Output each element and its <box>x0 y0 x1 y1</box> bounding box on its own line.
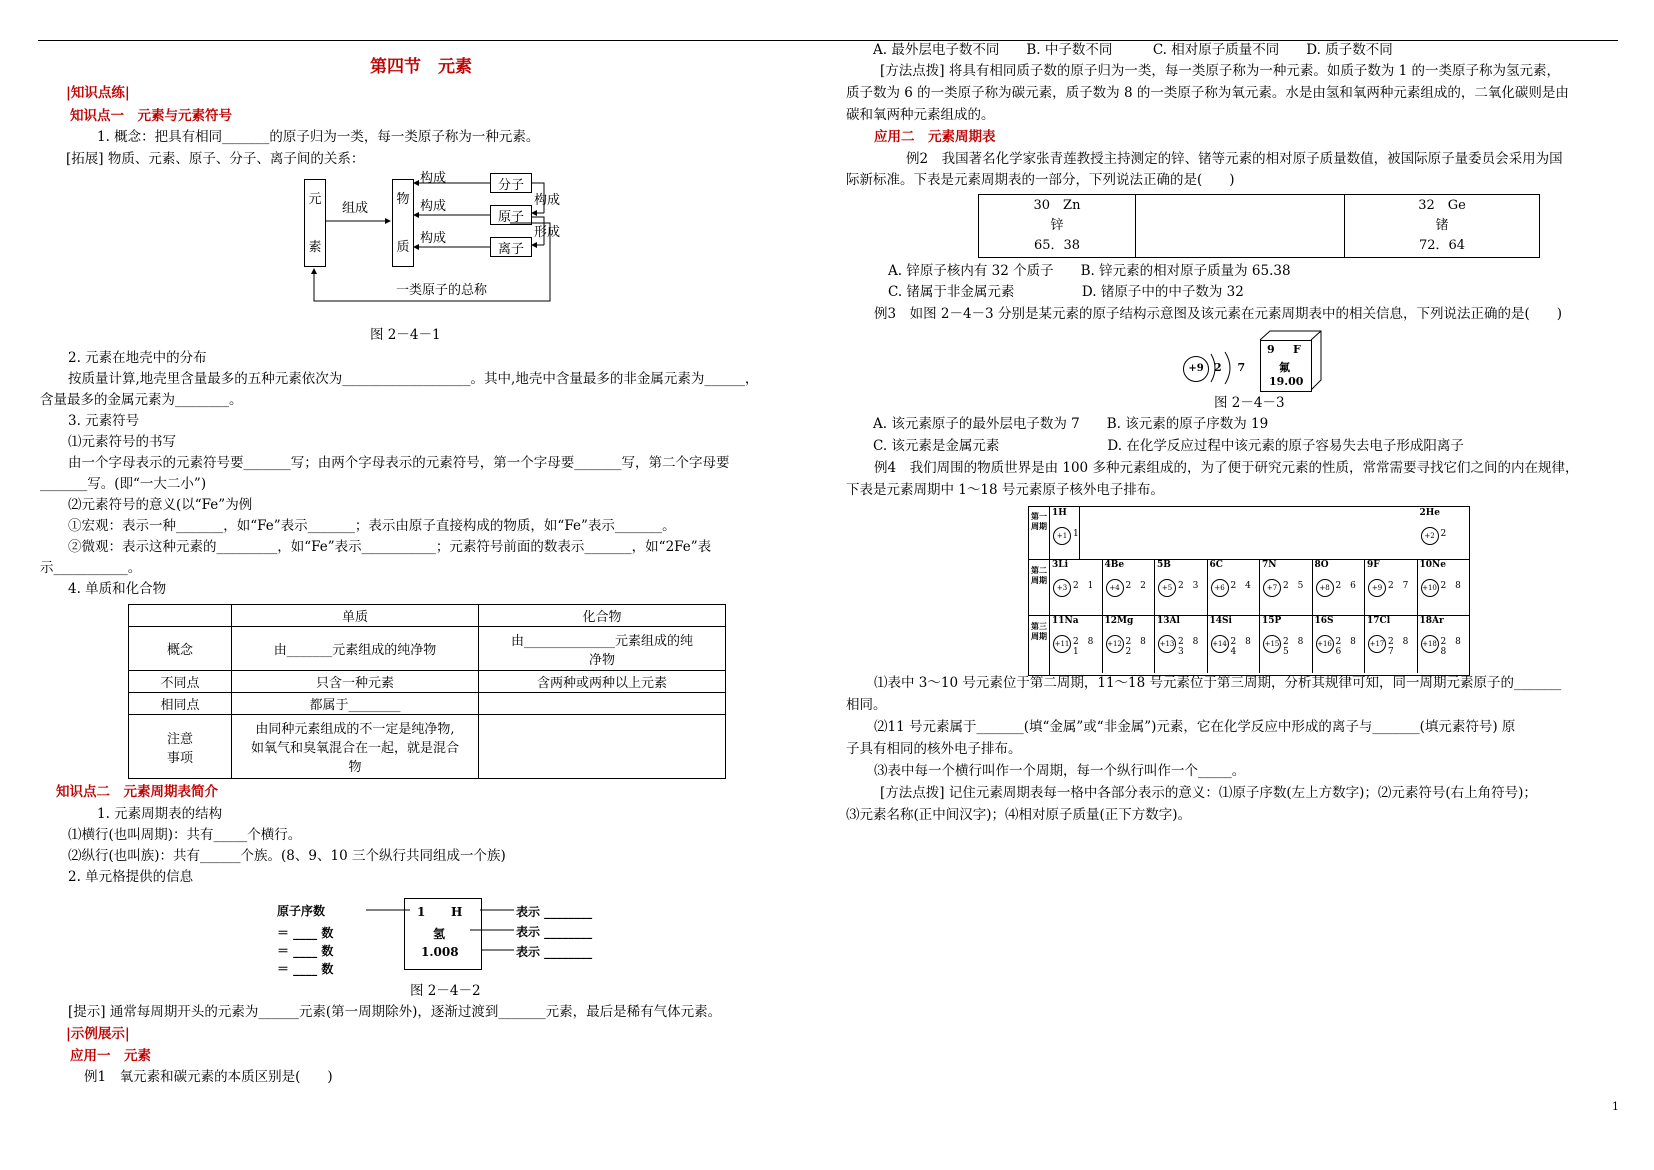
nucleus: +11 <box>1053 635 1071 653</box>
atomic-number: 1 <box>417 905 426 919</box>
electron-shells: 2 1 <box>1073 581 1097 591</box>
electron-shells: 2 8 1 <box>1073 637 1097 657</box>
table-header: 单质 <box>232 605 479 627</box>
element-cell <box>1154 615 1208 673</box>
nucleus: +15 <box>1263 635 1281 653</box>
row-label: 概念 <box>129 627 232 671</box>
cell-line: 注意 <box>166 731 193 747</box>
page-number: 1 <box>1612 1100 1619 1113</box>
element-cell <box>1417 559 1471 615</box>
label: 构成 <box>534 193 561 208</box>
label: 构成 <box>420 171 447 186</box>
element-symbol: 18Ar <box>1419 616 1444 626</box>
atomic-mass: 1.008 <box>421 945 459 959</box>
electron-shells: 2 8 8 <box>1440 637 1464 657</box>
cell-line: 锗 <box>1435 218 1449 233</box>
cell-line: 由同种元素组成的不一定是纯净物, <box>255 722 455 737</box>
element-symbol: F <box>1293 343 1301 356</box>
molecule-box: 分子 <box>490 173 532 193</box>
cell-line: 65．38 <box>1033 238 1081 253</box>
electron-shells: 2 8 2 <box>1125 637 1149 657</box>
element-symbol: 15P <box>1262 616 1282 626</box>
electron-shells: 2 8 5 <box>1283 637 1307 657</box>
element-cell <box>1102 559 1156 615</box>
app2-title: 应用二 元素周期表 <box>874 129 996 145</box>
nucleus: +18 <box>1421 635 1439 653</box>
nucleus: +9 <box>1368 579 1386 597</box>
electron-shells: 2 7 <box>1388 581 1412 591</box>
label: 表示 ________ <box>516 905 593 919</box>
element-name: 氟 <box>1279 361 1290 374</box>
element-cell <box>1259 615 1313 673</box>
text-line: 含量最多的金属元素为________。 <box>40 392 243 408</box>
label: 元 <box>308 192 322 207</box>
periodic-table <box>1028 506 1470 676</box>
text-line: ⑵纵行(也叫族)：共有______个族。(8、9、10 三个纵行共同组成一个族) <box>68 848 506 864</box>
relation-diagram <box>300 173 600 323</box>
cell-line: 30 Zn <box>1033 198 1081 213</box>
zn-ge-table <box>978 194 1540 258</box>
text-line: 2. 元素在地壳中的分布 <box>68 350 207 366</box>
element-symbol: 8O <box>1314 560 1329 570</box>
options-line: A. 锌原子核内有 32 个质子 B. 锌元素的相对原子质量为 65.38 <box>888 263 1291 279</box>
element-symbol: 11Na <box>1052 616 1079 626</box>
electron-shells: 2 8 3 <box>1178 637 1202 657</box>
label: 一类原子的总称 <box>396 283 488 298</box>
text-line: 质子数为 6 的一类原子称为碳元素，质子数为 8 的一类原子称为氧元素。水是由氢和氧两种元素组成的，二氧化碳则是由 <box>846 85 1569 101</box>
label: ＝ ____ 数 <box>277 944 334 958</box>
table-cell: 由_______元素组成的纯净物 <box>232 627 479 671</box>
nucleus: +16 <box>1316 635 1334 653</box>
kp2-title: 知识点二 元素周期表简介 <box>56 784 218 800</box>
cell-line: 32 Ge <box>1418 198 1466 213</box>
element-cell <box>1049 559 1103 615</box>
text-line: [方法点拨] 记住元素周期表每一格中各部分表示的意义：⑴原子序数(左上方数字)；⑵元素符号(右上角符号)； <box>880 785 1537 801</box>
label: 原子序数 <box>277 904 326 918</box>
element-symbol: 7N <box>1262 560 1277 570</box>
label: 组成 <box>342 201 369 216</box>
nucleus: +8 <box>1316 579 1334 597</box>
element-cell <box>1312 615 1366 673</box>
electron-shells: 2 3 <box>1178 581 1202 591</box>
table-cell: 只含一种元素 <box>232 671 479 693</box>
text-line: ⑶表中每一个横行叫作一个周期，每一个纵行叫作一个_____。 <box>874 763 1246 779</box>
text-line: 4. 单质和化合物 <box>68 581 167 597</box>
options-line: C. 锗属于非金属元素 D. 锗原子中的中子数为 32 <box>888 284 1244 300</box>
text-line: ②微观：表示这种元素的_________，如“Fe”表示___________；元素符号前面的数表示_______，如“2Fe”表 <box>68 539 712 555</box>
label: 物 <box>396 192 410 207</box>
element-symbol: 13Al <box>1157 616 1180 626</box>
page-title: 第四节 元素 <box>370 57 472 77</box>
nucleus: +12 <box>1106 635 1124 653</box>
text-line: [方法点拨] 将具有相同质子数的原子归为一类，每一类原子称为一种元素。如质子数为 1 的一类原子称为氢元素， <box>880 63 1560 79</box>
empty-cell <box>1136 195 1345 258</box>
electron-shells: 2 4 <box>1230 581 1254 591</box>
electron-shells: 2 5 <box>1283 581 1307 591</box>
text-line: _______写。(即“一大二小”) <box>40 476 207 492</box>
element-name: 氢 <box>433 927 446 941</box>
text-line: ⑴元素符号的书写 <box>68 434 176 450</box>
table-cell <box>232 715 479 779</box>
element-cell <box>1207 615 1261 673</box>
zn-cell <box>979 195 1136 258</box>
nucleus: +7 <box>1263 579 1281 597</box>
label: ＝ ____ 数 <box>277 962 334 976</box>
text-line: 2. 单元格提供的信息 <box>68 869 194 885</box>
label: 形成 <box>534 225 561 240</box>
text-line: 按质量计算,地壳里含量最多的五种元素依次为___________________。其中,地壳中含量最多的非金属元素为______， <box>68 371 759 387</box>
text-line: ⑴表中 3～10 号元素位于第二周期，11～18 号元素位于第三周期，分析其规律可知，同一周期元素原子的_______ <box>874 675 1562 691</box>
electron-shells: 2 2 <box>1125 581 1149 591</box>
element-symbol: 2He <box>1419 508 1440 518</box>
text-line: 下表是元素周期中 1～18 号元素原子核外电子排布。 <box>846 482 1164 498</box>
text-line: ⑴横行(也叫周期)：共有_____个横行。 <box>68 827 302 843</box>
element-symbol: 17Cl <box>1367 616 1391 626</box>
text-line: ①宏观：表示一种_______，如“Fe”表示_______；表示由原子直接构成的物质，如“Fe”表示_______。 <box>68 518 676 534</box>
element-cell <box>1207 559 1261 615</box>
element-symbol: 16S <box>1314 616 1334 626</box>
figure-caption: 图 2－4－2 <box>410 983 481 999</box>
text-line: 3. 元素符号 <box>68 413 140 429</box>
label: ＝ ____ 数 <box>277 926 334 940</box>
element-symbol: 4Be <box>1104 560 1125 570</box>
text-line: 例4 我们周围的物质世界是由 100 多种元素组成的，为了便于研究元素的性质，常常需要寻找它们之间的内在规律， <box>874 460 1579 476</box>
kp1-title: 知识点一 元素与元素符号 <box>70 108 232 124</box>
text-line: ⑶元素名称(正中间汉字)；⑷相对原子质量(正下方数字)。 <box>846 807 1192 823</box>
element-symbol: H <box>451 905 463 919</box>
label: 质 <box>396 240 410 255</box>
element-symbol: 6C <box>1209 560 1223 570</box>
options-line: A. 该元素原子的最外层电子数为 7 B. 该元素的原子序数为 19 <box>873 416 1269 432</box>
table-cell: 含两种或两种以上元素 <box>479 671 726 693</box>
nucleus: +14 <box>1211 635 1229 653</box>
electron-shells: 2 <box>1440 529 1450 539</box>
figure-caption: 图 2－4－1 <box>370 327 441 343</box>
text-line: 1. 元素周期表的结构 <box>97 806 223 822</box>
section-knowledge: |知识点练| <box>66 85 130 101</box>
element-symbol: 9F <box>1367 560 1380 570</box>
element-cell <box>1364 615 1418 673</box>
cell-line: 如氧气和臭氧混合在一起，就是混合 <box>250 741 459 756</box>
text-line: ⑵元素符号的意义(以“Fe”为例 <box>68 497 253 513</box>
electron-shells: 2 7 <box>1214 361 1252 374</box>
figure-caption: 图 2－4－3 <box>1214 395 1285 411</box>
cell-line: 净物 <box>588 652 615 668</box>
element-symbol: 5B <box>1157 560 1171 570</box>
label: 表示 ________ <box>516 945 593 959</box>
nucleus: +1 <box>1053 527 1071 545</box>
element-symbol: 1H <box>1052 508 1067 518</box>
question-line: 例1 氧元素和碳元素的本质区别是( ) <box>84 1069 333 1085</box>
atomic-mass: 19.00 <box>1269 375 1304 388</box>
label: 素 <box>308 240 322 255</box>
element-symbol: 12Mg <box>1104 616 1134 626</box>
nucleus: +6 <box>1211 579 1229 597</box>
text-line: 示___________。 <box>40 560 142 576</box>
text-line: 相同。 <box>846 697 887 713</box>
table-cell <box>479 693 726 715</box>
electron-shells: 2 8 7 <box>1388 637 1412 657</box>
nucleus: +3 <box>1053 579 1071 597</box>
element-symbol: 3Li <box>1052 560 1069 570</box>
element-cell <box>1417 615 1471 673</box>
text-line: 由一个字母表示的元素符号要_______写；由两个字母表示的元素符号，第一个字母要_______写，第二个字母要 <box>68 455 730 471</box>
table-cell <box>479 627 726 671</box>
cube-edges <box>1259 330 1323 392</box>
nucleus: +13 <box>1158 635 1176 653</box>
period-label: 第三周期 <box>1031 621 1047 641</box>
element-cell <box>1049 615 1103 673</box>
element-symbol: 14Si <box>1209 616 1232 626</box>
label: 表示 ________ <box>516 925 593 939</box>
label: 构成 <box>420 199 447 214</box>
element-cell <box>1312 559 1366 615</box>
element-cell <box>1259 559 1313 615</box>
text-line: ⑵11 号元素属于_______(填“金属”或“非金属”)元素，它在化学反应中形成的离子与_______(填元素符号) 原 <box>874 719 1516 735</box>
nucleus: +10 <box>1421 579 1439 597</box>
cell-arrows <box>360 900 520 970</box>
element-symbol: 10Ne <box>1419 560 1446 570</box>
text-line: 碳和氧两种元素组成的。 <box>846 107 995 123</box>
table-cell <box>479 715 726 779</box>
cell-line: 物 <box>348 760 362 775</box>
electron-shells: 2 8 <box>1440 581 1464 591</box>
atom-box: 原子 <box>490 205 532 225</box>
nucleus: +9 <box>1183 356 1209 382</box>
table-cell: 都属于________ <box>232 693 479 715</box>
element-cell <box>1102 615 1156 673</box>
nucleus: +5 <box>1158 579 1176 597</box>
nucleus: +4 <box>1106 579 1124 597</box>
ion-box: 离子 <box>490 237 532 257</box>
options-line: C. 该元素是金属元素 D. 在化学反应过程中该元素的原子容易失去电子形成阳离子 <box>873 438 1464 454</box>
text-line: [拓展] 物质、元素、原子、分子、离子间的关系： <box>66 151 365 167</box>
text-line: 际新标准。下表是元素周期表的一部分，下列说法正确的是( ) <box>846 172 1235 188</box>
electron-shells: 1 <box>1073 529 1082 539</box>
hint-line: [提示] 通常每周期开头的元素为______元素(第一周期除外)，逐渐过渡到_______元素，最后是稀有气体元素。 <box>68 1004 722 1020</box>
cell-line: 锌 <box>1050 218 1064 233</box>
element-cell <box>1154 559 1208 615</box>
nucleus: +17 <box>1368 635 1386 653</box>
options-line: A. 最外层电子数不同 B. 中子数不同 C. 相对原子质量不同 D. 质子数不同 <box>873 42 1393 58</box>
row-label <box>129 715 232 779</box>
label: 构成 <box>420 231 447 246</box>
app1-title: 应用一 元素 <box>70 1048 151 1064</box>
section-example: |示例展示| <box>66 1026 130 1042</box>
text-line: 子具有相同的核外电子排布。 <box>846 741 1022 757</box>
cell-line: 事项 <box>166 750 193 766</box>
period-label: 第二周期 <box>1031 565 1047 585</box>
text-line: 例3 如图 2－4－3 分别是某元素的原子结构示意图及该元素在元素周期表中的相关信息，下列说法正确的是( ) <box>874 306 1562 322</box>
element-cell <box>1364 559 1418 615</box>
electron-shells: 2 8 4 <box>1230 637 1254 657</box>
element-cell <box>1417 507 1471 559</box>
electron-shells: 2 8 6 <box>1335 637 1359 657</box>
row-label: 不同点 <box>129 671 232 693</box>
substance-table <box>128 604 726 779</box>
row-label: 相同点 <box>129 693 232 715</box>
atomic-number: 9 <box>1267 343 1275 356</box>
text-line: 例2 我国著名化学家张青莲教授主持测定的锌、锗等元素的相对原子质量数值，被国际原子量委员会采用为国 <box>906 151 1563 167</box>
period-label: 第一周期 <box>1031 511 1047 531</box>
ge-cell <box>1345 195 1540 258</box>
element-cell <box>1049 507 1080 559</box>
table-header: 化合物 <box>479 605 726 627</box>
nucleus: +2 <box>1421 527 1439 545</box>
cell-line: 由______________元素组成的纯 <box>510 633 693 649</box>
electron-shells: 2 6 <box>1335 581 1359 591</box>
cell-line: 72．64 <box>1418 238 1466 253</box>
text-line: 1. 概念：把具有相同_______的原子归为一类，每一类原子称为一种元素。 <box>97 129 540 145</box>
